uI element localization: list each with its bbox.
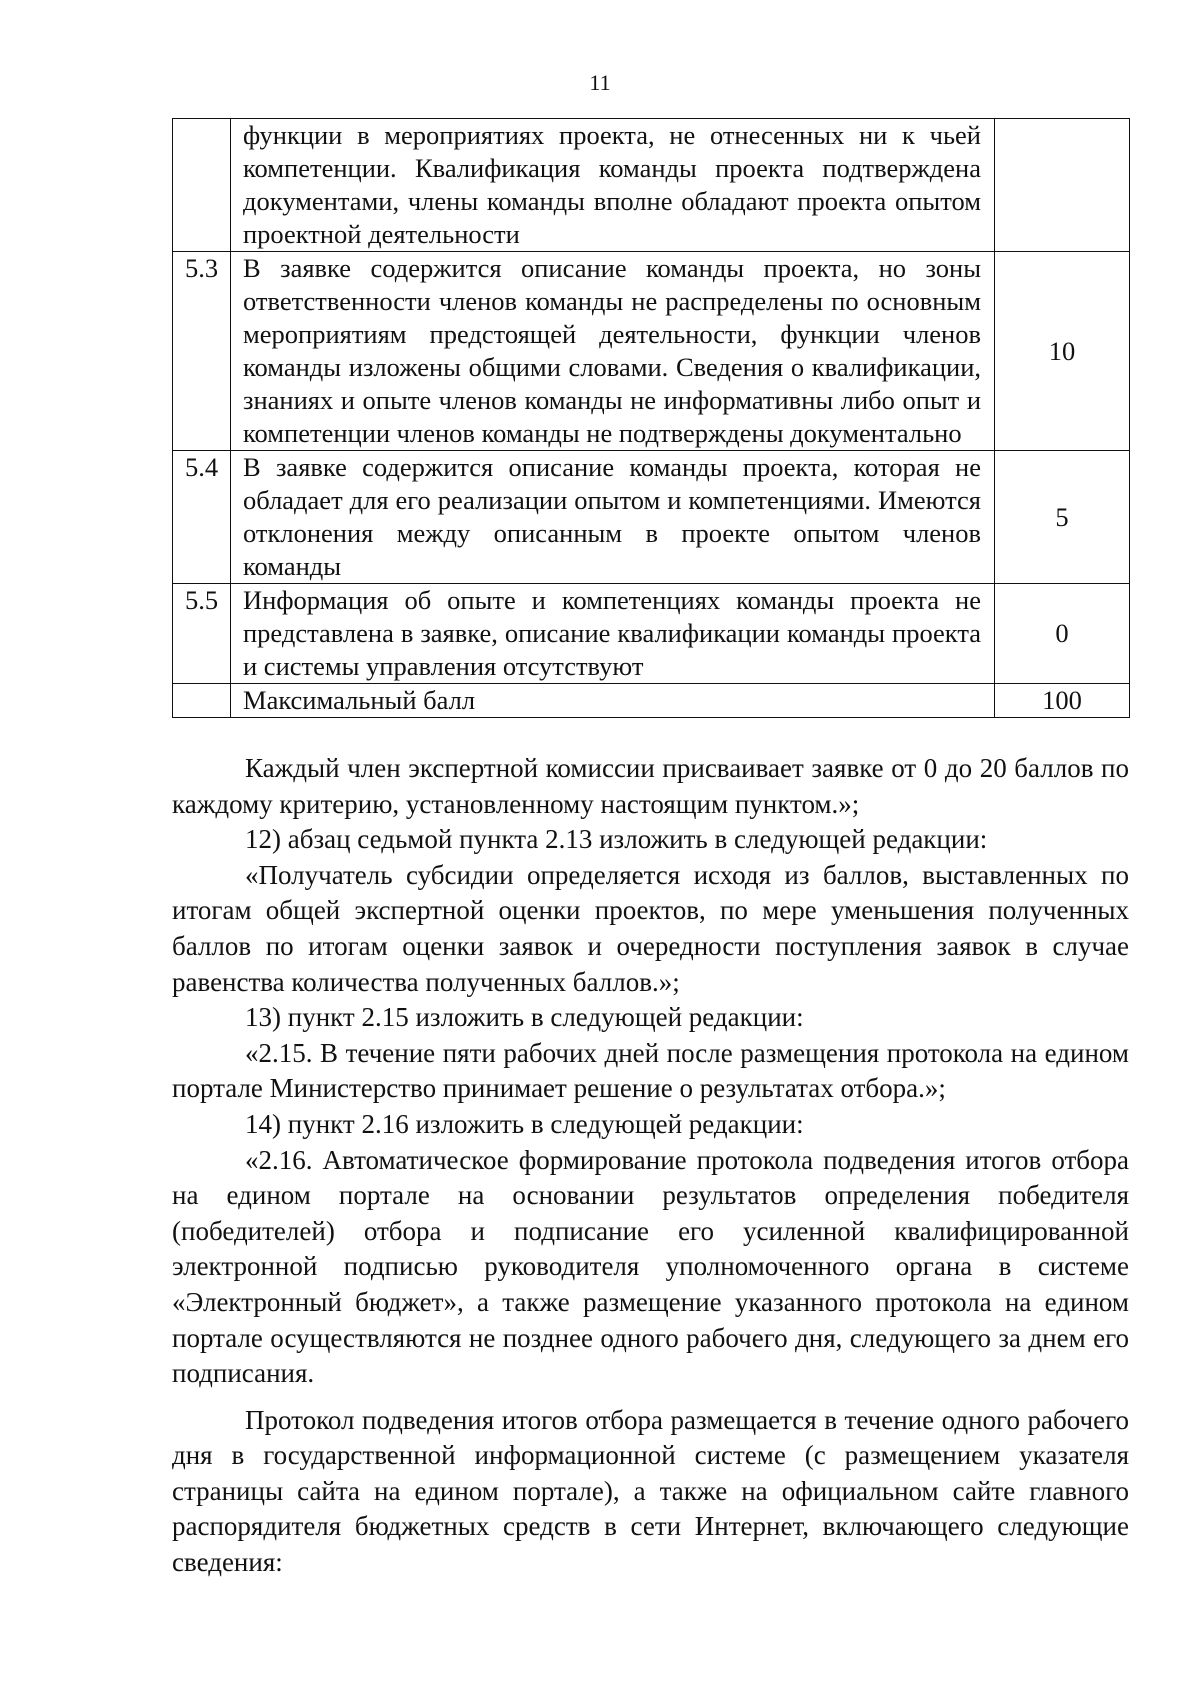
paragraph: «2.15. В течение пяти рабочих дней после размещения протокола на едином портале Министерство принимает решение о результатах отбора.»;: [172, 1037, 1129, 1104]
criterion-score: 0: [995, 584, 1130, 684]
paragraph: 14) пункт 2.16 изложить в следующей редакции:: [245, 1108, 804, 1139]
page-number: 11: [589, 70, 611, 95]
criterion-description: В заявке содержится описание команды проекта, но зоны ответственности членов команды не распределены по основным мероприятиям предстоящей деятельности, функции членов команды изложены общими словами. Сведения о квалификации, знаниях и опыте членов команды не информативны либо опыт и компетенции членов команды не подтверждены документально: [231, 252, 995, 451]
max-score-label: Максимальный балл: [231, 684, 995, 718]
criterion-score: 10: [995, 252, 1130, 451]
criterion-number: 5.5: [173, 584, 231, 684]
criterion-number: [173, 119, 231, 252]
criterion-number: 5.3: [173, 252, 231, 451]
paragraph: 12) абзац седьмой пункта 2.13 изложить в следующей редакции:: [245, 824, 988, 855]
table-row: [173, 252, 1130, 451]
criterion-number: 5.4: [173, 451, 231, 584]
paragraph: Каждый член экспертной комиссии присваивает заявке от 0 до 20 баллов по каждому критерию, установленному настоящим пунктом.»;: [172, 753, 1129, 819]
criterion-description: Информация об опыте и компетенциях команды проекта не представлена в заявке, описание квалификации команды проекта и системы управления отсутствуют: [231, 584, 995, 684]
table-total-row: [173, 684, 1130, 718]
paragraph: Протокол подведения итогов отбора размещается в течение одного рабочего дня в государственной информационной системе (с размещением указателя страницы сайта на едином портале), а также на официальном сайте главного распорядителя бюджетных средств в сети Интернет, включающего следующие сведения:: [172, 1404, 1129, 1578]
criterion-score: 5: [995, 451, 1130, 584]
paragraph: «Получатель субсидии определяется исходя из баллов, выставленных по итогам общей экспертной оценки проектов, по мере уменьшения полученных баллов по итогам оценки заявок и очередности поступления заявок в случае равенства количества полученных баллов.»;: [172, 859, 1129, 997]
paragraph: 13) пункт 2.15 изложить в следующей редакции:: [245, 1002, 804, 1033]
max-score-value: 100: [995, 684, 1130, 718]
criterion-description: функции в мероприятиях проекта, не отнесенных ни к чьей компетенции. Квалификация команды проекта подтверждена документами, члены команды вполне обладают проекта опытом проектной деятельности: [231, 119, 995, 252]
table-row: [173, 584, 1130, 684]
criteria-table: [172, 118, 1130, 718]
paragraph: «2.16. Автоматическое формирование протокола подведения итогов отбора на едином портале на основании результатов определения победителя (победителей) отбора и подписание его усиленной квалифицированной электронной подписью руководителя уполномоченного органа в системе «Электронный бюджет», а также размещение указанного протокола на едином портале осуществляются не позднее одного рабочего дня, следующего за днем его подписания.: [172, 1144, 1129, 1389]
table-row: [173, 451, 1130, 584]
criterion-score: [995, 119, 1130, 252]
criterion-description: В заявке содержится описание команды проекта, которая не обладает для его реализации опытом и компетенциями. Имеются отклонения между описанным в проекте опытом членов команды: [231, 451, 995, 584]
criterion-number: [173, 684, 231, 718]
table-row: [173, 119, 1130, 252]
document-body: [172, 751, 1129, 1581]
